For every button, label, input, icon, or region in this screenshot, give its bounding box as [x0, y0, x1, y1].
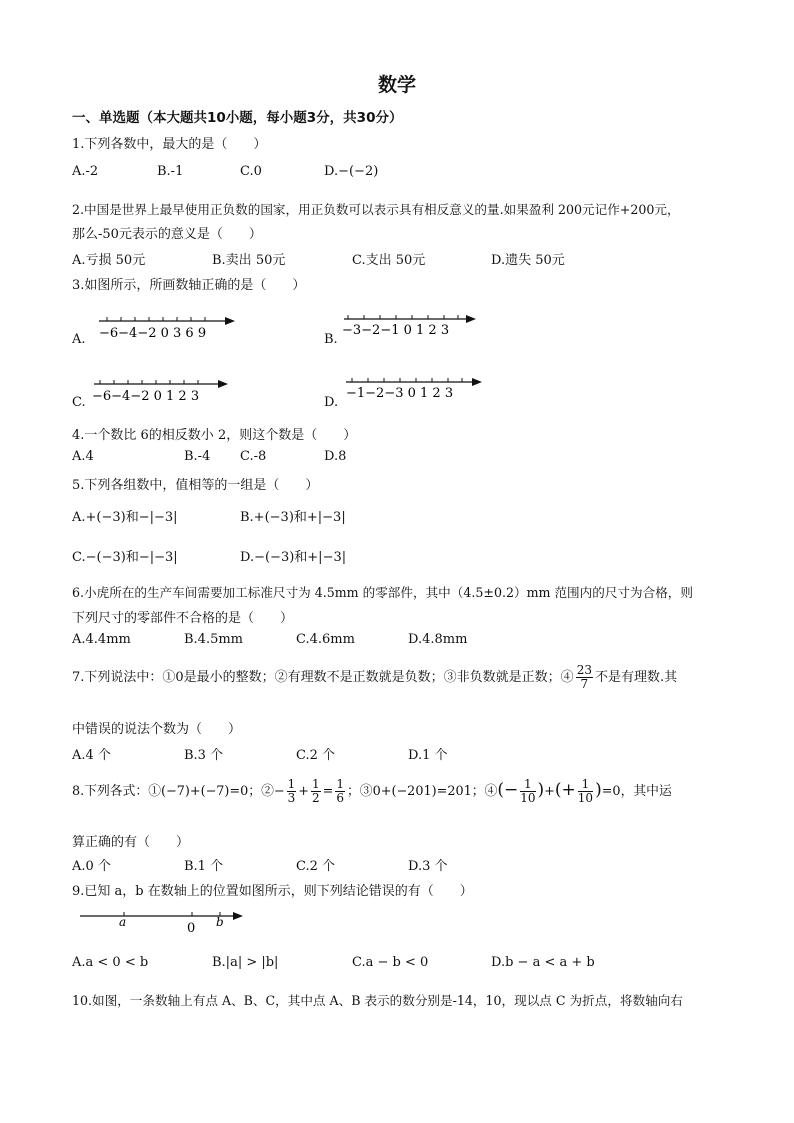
q3-option-a-letter: A. — [72, 332, 86, 347]
q8-frac1-num: 1 — [287, 777, 296, 791]
q6-option-c: C.4.6mm — [296, 632, 355, 647]
q4-option-d: D.8 — [324, 449, 347, 464]
q8-option-c: C.2 个 — [296, 859, 336, 874]
q8-prefix: 8.下列各式：① — [72, 784, 161, 800]
q1-option-b: B.-1 — [157, 164, 184, 179]
q7-stem-part2: 不是有理数.其 — [594, 670, 678, 686]
q7-option-a: A.4 个 — [72, 748, 111, 763]
q2-option-a: A.亏损 50元 — [72, 253, 146, 268]
q9-axis-label-zero: 0 — [187, 921, 196, 936]
page-title: 数学 — [377, 74, 416, 96]
q8-frac5-num: 1 — [578, 778, 593, 792]
q8-frac1-den: 3 — [287, 791, 296, 806]
question-6-stem-line2: 下列尺寸的零部件不合格的是（ ） — [72, 611, 294, 626]
q1-option-a: A.-2 — [72, 164, 99, 179]
question-8-stem-line2: 算正确的有（ ） — [72, 835, 190, 850]
q7-stem-part1: 7.下列说法中：①0是最小的整数；②有理数不是正数就是负数；③非负数就是正数；④ — [72, 670, 574, 686]
q1-option-d: D.−(−2) — [324, 164, 379, 179]
q8-frac1 — [287, 778, 297, 805]
q6-option-b: B.4.5mm — [184, 632, 244, 647]
q8-expr3: ；③0+(−201)=201；④ — [347, 784, 498, 800]
q9-axis-label-b: b — [216, 915, 224, 929]
q8-frac4 — [520, 778, 535, 805]
q7-frac-denominator: 7 — [580, 677, 589, 692]
q7-frac-numerator: 23 — [576, 663, 592, 677]
q8-option-a: A.0 个 — [72, 859, 111, 874]
q9-option-a: A.a < 0 < b — [72, 955, 149, 970]
question-4-stem: 4.一个数比 6的相反数小 2，则这个数是（ ） — [72, 428, 357, 443]
q7-option-d: D.1 个 — [408, 748, 448, 763]
q8-frac5-den: 10 — [577, 791, 594, 806]
q7-option-c: C.2 个 — [296, 748, 336, 763]
question-8-stem-line1 — [72, 778, 672, 805]
q8-tail: =0，其中运 — [601, 784, 672, 800]
q7-option-b: B.3 个 — [184, 748, 224, 763]
q6-option-a: A.4.4mm — [72, 632, 131, 647]
question-1-stem: 1.下列各数中，最大的是（ ） — [72, 137, 267, 152]
q8-frac4-den: 10 — [520, 791, 536, 806]
q2-option-b: B.卖出 50元 — [212, 253, 286, 268]
q8-frac2-den: 2 — [311, 791, 320, 806]
q8-frac4-num: 1 — [520, 778, 535, 792]
q9-option-b: B.|a| > |b| — [212, 955, 279, 970]
q5-option-a: A.+(−3)和−|−3| — [72, 510, 178, 525]
q4-option-c: C.-8 — [240, 449, 267, 464]
q3-number-line-a — [95, 312, 240, 344]
q8-plus2: + — [544, 784, 555, 800]
question-3-stem: 3.如图所示，所画数轴正确的是（ ） — [72, 278, 306, 293]
q5-option-d: D.−(−3)和+|−3| — [240, 550, 347, 565]
q8-plus1: + — [298, 784, 309, 800]
q8-frac3-num: 1 — [336, 777, 344, 791]
q5-option-b: B.+(−3)和+|−3| — [240, 510, 346, 525]
q3-axis-c-labels: −6−4−2 0 1 2 3 — [92, 389, 200, 404]
q3-option-c-letter: C. — [72, 395, 86, 410]
q4-option-a: A.4 — [72, 449, 94, 464]
question-5-stem: 5.下列各组数中，值相等的一组是（ ） — [72, 478, 319, 493]
q8-rparen2: ) — [595, 780, 602, 801]
q8-expr1: (−7)+(−7)=0；②− — [161, 784, 285, 800]
q8-frac3-den: 6 — [336, 791, 344, 806]
question-7-stem-line1 — [72, 664, 677, 691]
q9-option-d: D.b − a < a + b — [491, 955, 595, 970]
q8-eq1: = — [322, 784, 334, 800]
question-9-stem: 9.已知 a，b 在数轴上的位置如图所示，则下列结论错误的有（ ） — [72, 884, 473, 899]
q3-axis-d-labels: −1−2−3 0 1 2 3 — [346, 386, 454, 401]
q2-option-d: D.遗失 50元 — [491, 253, 565, 268]
q3-number-line-c — [90, 375, 235, 407]
q3-number-line-b — [340, 308, 485, 340]
question-2-stem-line1: 2.中国是世界上最早使用正负数的国家，用正负数可以表示具有相反意义的量.如果盈利 200元记作+200元， — [72, 202, 680, 217]
q8-option-b: B.1 个 — [184, 859, 224, 874]
q3-option-b-letter: B. — [324, 332, 338, 347]
q3-number-line-d — [342, 371, 487, 403]
q6-option-d: D.4.8mm — [408, 632, 468, 647]
question-7-stem-line2: 中错误的说法个数为（ ） — [72, 722, 242, 737]
q8-lparen1: (− — [497, 780, 519, 801]
q2-option-c: C.支出 50元 — [352, 253, 426, 268]
q8-frac3 — [335, 778, 345, 805]
q8-frac2 — [311, 778, 321, 805]
q3-axis-b-labels: −3−2−1 0 1 2 3 — [342, 323, 450, 338]
q9-option-c: C.a − b < 0 — [352, 955, 429, 970]
question-6-stem-line1: 6.小虎所在的生产车间需要加工标准尺寸为 4.5mm 的零部件，其中（4.5±0.2）mm 范围内的尺寸为合格，则 — [72, 585, 693, 600]
question-2-stem-line2: 那么-50元表示的意义是（ ） — [72, 227, 262, 242]
q8-lparen2: (+ — [554, 780, 576, 801]
q7-fraction — [576, 664, 593, 691]
q8-frac2-num: 1 — [311, 777, 320, 791]
q5-option-c: C.−(−3)和−|−3| — [72, 550, 178, 565]
q3-axis-a-labels: −6−4−2 0 3 6 9 — [99, 326, 207, 341]
q4-option-b: B.-4 — [184, 449, 211, 464]
q8-frac5 — [578, 778, 593, 805]
q9-number-line — [78, 906, 248, 936]
section-heading: 一、单选题（本大题共10小题，每小题3分，共30分） — [72, 110, 403, 126]
q8-rparen1: ) — [537, 780, 545, 801]
q1-option-c: C.0 — [240, 164, 262, 179]
q3-option-d-letter: D. — [324, 395, 339, 410]
q9-axis-label-a: a — [119, 915, 127, 929]
question-10-stem: 10.如图，一条数轴上有点 A、B、C，其中点 A、B 表示的数分别是-14，10，现以点 C 为折点，将数轴向右 — [72, 993, 683, 1008]
q8-option-d: D.3 个 — [408, 859, 448, 874]
